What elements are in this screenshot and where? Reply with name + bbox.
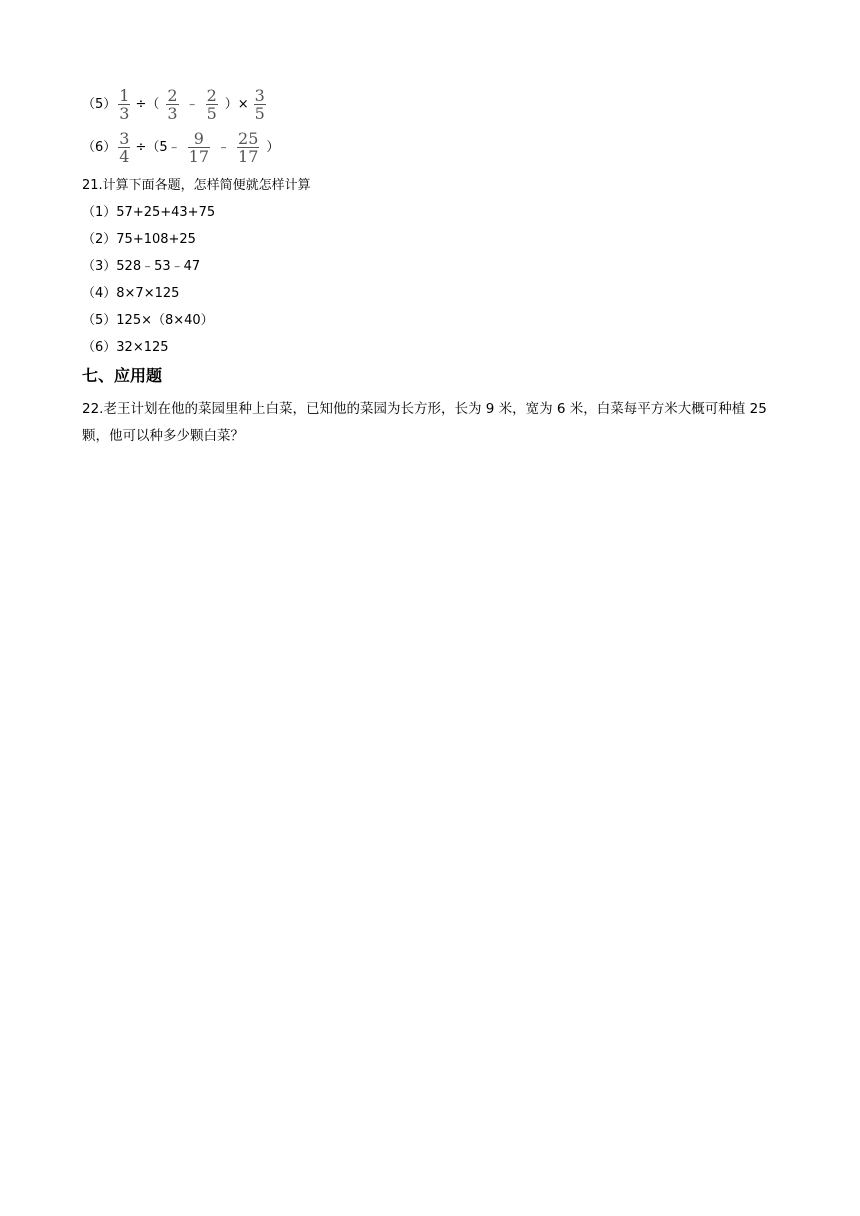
fraction: $\frac{2}{3}$ (167, 86, 178, 123)
q21-item-2: （2）75+108+25 (82, 232, 196, 247)
fraction-problem-5 (82, 88, 268, 121)
fraction: $\frac{25}{17}$ (238, 129, 259, 166)
q21-item-4: （4）8×7×125 (82, 286, 180, 301)
fraction: $\frac{9}{17}$ (188, 129, 209, 166)
q21-item-6: （6）32×125 (82, 340, 169, 355)
operator: ）× (224, 96, 249, 112)
operator: ﹣ (217, 139, 231, 155)
operator: ÷（ (135, 96, 160, 112)
question-22-text: 22.老王计划在他的菜园里种上白菜，已知他的菜园为长方形，长为 9 米，宽为 6 米，白菜每平方米大概可种植 25 颗，他可以种多少颗白菜？ (82, 401, 767, 444)
fraction: $\frac{1}{3}$ (119, 86, 130, 123)
fraction: $\frac{2}{5}$ (206, 86, 217, 123)
operator: ÷（5﹣ (135, 139, 181, 155)
operator: ﹣ (185, 96, 199, 112)
question-21-title: 21.计算下面各题，怎样简便就怎样计算 (82, 178, 311, 193)
section-heading: 七、应用题 (82, 366, 163, 385)
fraction-problem-6 (82, 131, 282, 164)
fraction: $\frac{3}{4}$ (119, 129, 130, 166)
q21-item-3: （3）528﹣53﹣47 (82, 259, 201, 274)
fraction: $\frac{3}{5}$ (254, 86, 265, 123)
problem-label: （6） (82, 139, 117, 155)
q21-item-5: （5）125×（8×40） (82, 313, 214, 328)
operator: ） (266, 139, 280, 155)
problem-label: （5） (82, 96, 117, 112)
q21-item-1: （1）57+25+43+75 (82, 205, 216, 220)
